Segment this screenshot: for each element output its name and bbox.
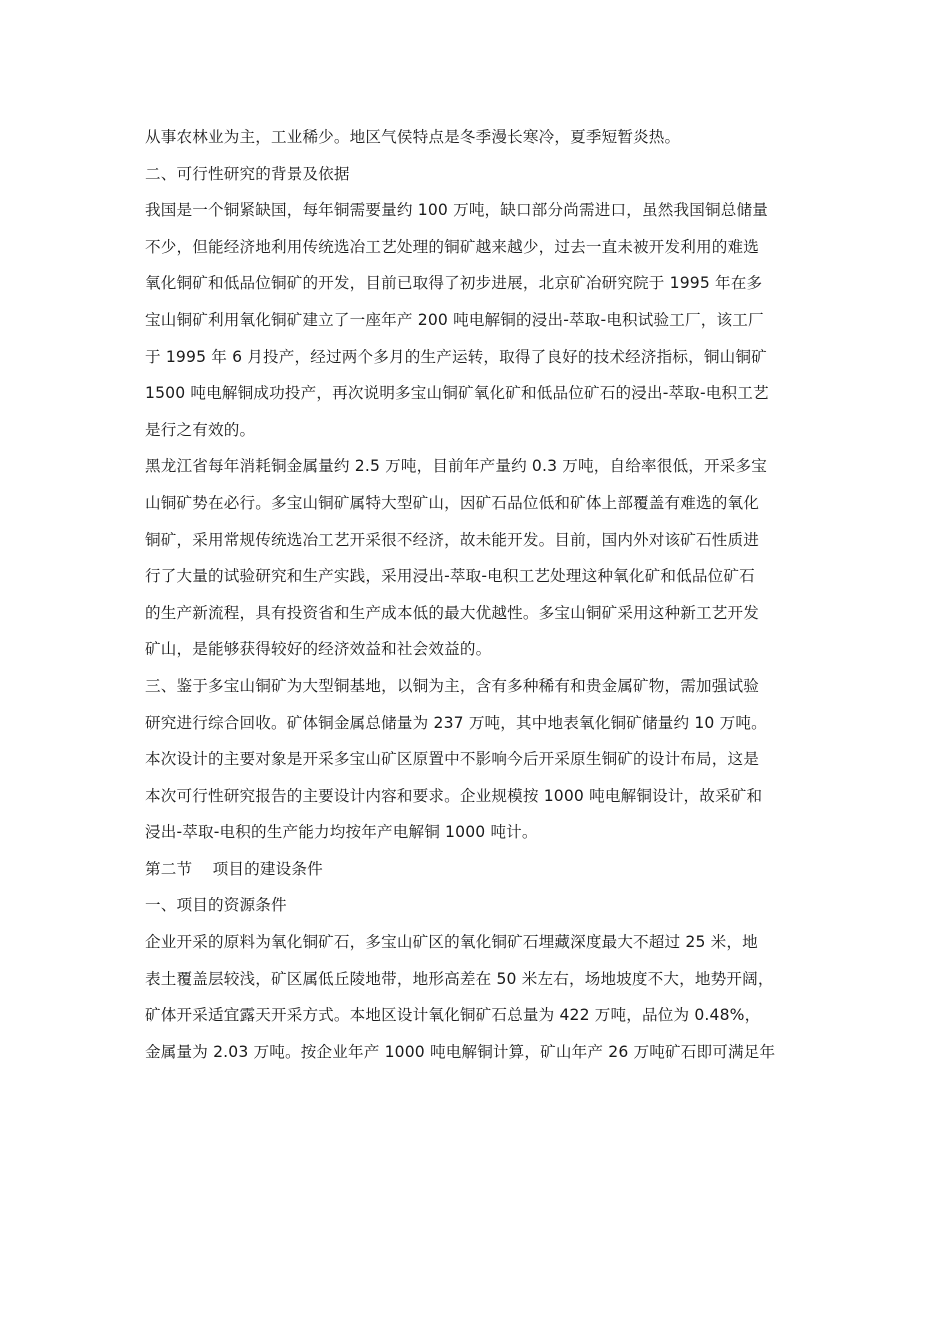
text-line: 1500 吨电解铜成功投产，再次说明多宝山铜矿氧化矿和低品位矿石的浸出-萃取-电积工艺	[145, 384, 769, 403]
text-line: 本次设计的主要对象是开采多宝山矿区原置中不影响今后开采原生铜矿的设计布局，这是	[145, 750, 760, 769]
text-line: 宝山铜矿利用氧化铜矿建立了一座年产 200 吨电解铜的浸出-萃取-电积试验工厂，该工厂	[145, 310, 764, 329]
text-line: 不少，但能经济地利用传统选冶工艺处理的铜矿越来越少，过去一直未被开发利用的难选	[145, 237, 760, 256]
text-line: 研究进行综合回收。矿体铜金属总储量为 237 万吨，其中地表氧化铜矿储量约 10 万吨。	[145, 713, 767, 732]
text-line: 从事农林业为主，工业稀少。地区气侯特点是冬季漫长寒冷，夏季短暂炎热。	[145, 128, 681, 146]
text-line: 表土覆盖层较浅，矿区属低丘陵地带，地形高差在 50 米左右，场地坡度不大，地势开阔，	[145, 969, 774, 988]
text-line: 铜矿，采用常规传统选冶工艺开采很不经济，故未能开发。目前，国内外对该矿石性质进	[145, 530, 760, 549]
text-line: 三、鉴于多宝山铜矿为大型铜基地，以铜为主，含有多种稀有和贵金属矿物，需加强试验	[145, 676, 760, 695]
text-line: 氧化铜矿和低品位铜矿的开发，目前已取得了初步进展，北京矿冶研究院于 1995 年在多	[145, 274, 763, 293]
text-line: 矿山，是能够获得较好的经济效益和社会效益的。	[145, 640, 492, 659]
text-line: 的生产新流程，具有投资省和生产成本低的最大优越性。多宝山铜矿采用这种新工艺开发	[145, 603, 760, 622]
text-line: 于 1995 年 6 月投产，经过两个多月的生产运转，取得了良好的技术经济指标，铜山铜矿	[145, 347, 767, 366]
section-heading: 第二节 项目的建设条件	[145, 859, 323, 878]
text-line: 金属量为 2.03 万吨。按企业年产 1000 吨电解铜计算，矿山年产 26 万吨矿石即可满足年	[145, 1042, 776, 1061]
text-line: 企业开采的原料为氧化铜矿石，多宝山矿区的氧化铜矿石埋藏深度最大不超过 25 米，地	[145, 933, 758, 952]
document-body	[145, 119, 815, 1070]
text-line: 浸出-萃取-电积的生产能力均按年产电解铜 1000 吨计。	[145, 823, 538, 842]
section-heading: 二、可行性研究的背景及依据	[145, 164, 350, 183]
text-line: 矿体开采适宜露天开采方式。本地区设计氧化铜矿石总量为 422 万吨，品位为 0.48%，	[145, 1006, 761, 1025]
text-line: 山铜矿势在必行。多宝山铜矿属特大型矿山，因矿石品位低和矿体上部覆盖有难选的氧化	[145, 493, 760, 512]
text-line: 行了大量的试验研究和生产实践，采用浸出-萃取-电积工艺处理这种氧化矿和低品位矿石	[145, 567, 755, 586]
text-line: 我国是一个铜紧缺国，每年铜需要量约 100 万吨，缺口部分尚需进口，虽然我国铜总储量	[145, 201, 768, 220]
text-line: 黑龙江省每年消耗铜金属量约 2.5 万吨，目前年产量约 0.3 万吨，自给率很低，开采多宝	[145, 457, 767, 476]
text-line: 是行之有效的。	[145, 420, 256, 439]
subsection-heading: 一、项目的资源条件	[145, 896, 287, 915]
text-line: 本次可行性研究报告的主要设计内容和要求。企业规模按 1000 吨电解铜设计，故采矿和	[145, 786, 763, 805]
